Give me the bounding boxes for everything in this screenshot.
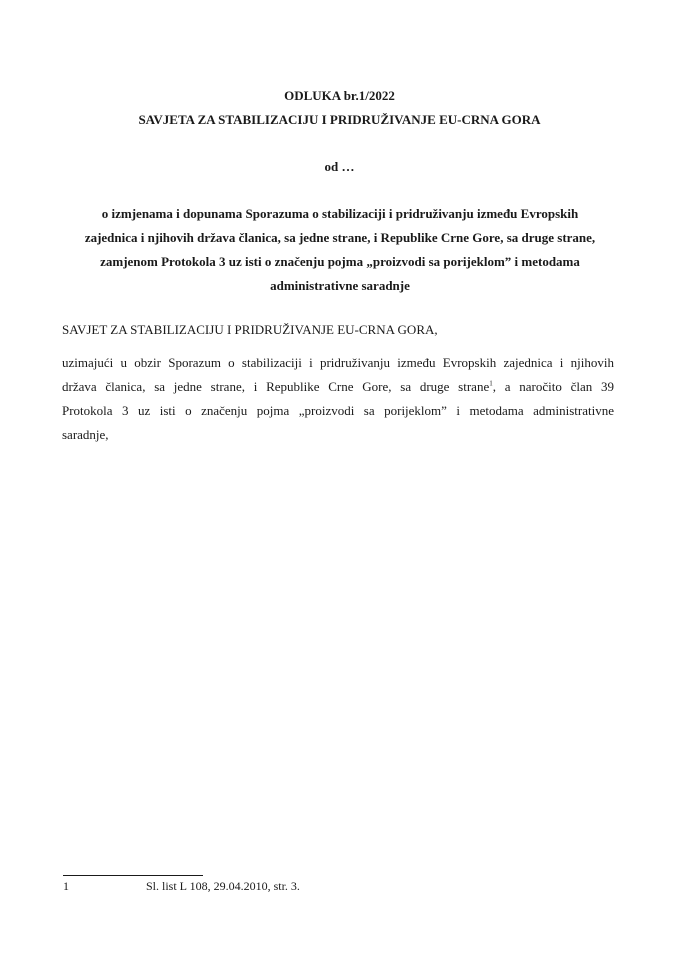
recital-text: , a naročito član 39: [492, 379, 614, 394]
recital-line: saradnje,: [62, 427, 109, 442]
footnote-number: 1: [63, 879, 69, 893]
subject-line: o izmjenama i dopunama Sporazuma o stabilizaciji i pridruživanju između Evropskih: [101, 206, 579, 221]
decision-title: ODLUKA br.1/2022: [284, 88, 395, 103]
subject-line: administrativne saradnje: [270, 278, 410, 293]
footnote-reference[interactable]: 1: [489, 379, 493, 388]
subject-line: zajednica i njihovih država članica, sa jedne strane, i Republike Crne Gore, sa druge strane,: [84, 230, 596, 245]
subject-line: zamjenom Protokola 3 uz isti o značenju pojma „proizvodi sa porijeklom” i metodama: [100, 254, 580, 269]
recital-line: [62, 375, 614, 399]
recital-paragraph: [62, 351, 614, 447]
council-heading: SAVJET ZA STABILIZACIJU I PRIDRUŽIVANJE EU-CRNA GORA,: [62, 322, 438, 337]
date-line: od …: [324, 159, 355, 174]
recital-text: država članica, sa jedne strane, i Republike Crne Gore, sa druge strane: [62, 379, 490, 394]
recital-line: Protokola 3 uz isti o značenju pojma „proizvodi sa porijeklom” i metodama administrativne: [62, 403, 614, 418]
footnote-separator: [63, 875, 203, 876]
footnote-text: Sl. list L 108, 29.04.2010, str. 3.: [146, 879, 300, 893]
council-title: SAVJETA ZA STABILIZACIJU I PRIDRUŽIVANJE EU-CRNA GORA: [138, 112, 541, 127]
recital-line: uzimajući u obzir Sporazum o stabilizaciji i pridruživanju između Evropskih zajednica i njihovih: [62, 355, 614, 370]
decision-subject: [62, 202, 618, 298]
